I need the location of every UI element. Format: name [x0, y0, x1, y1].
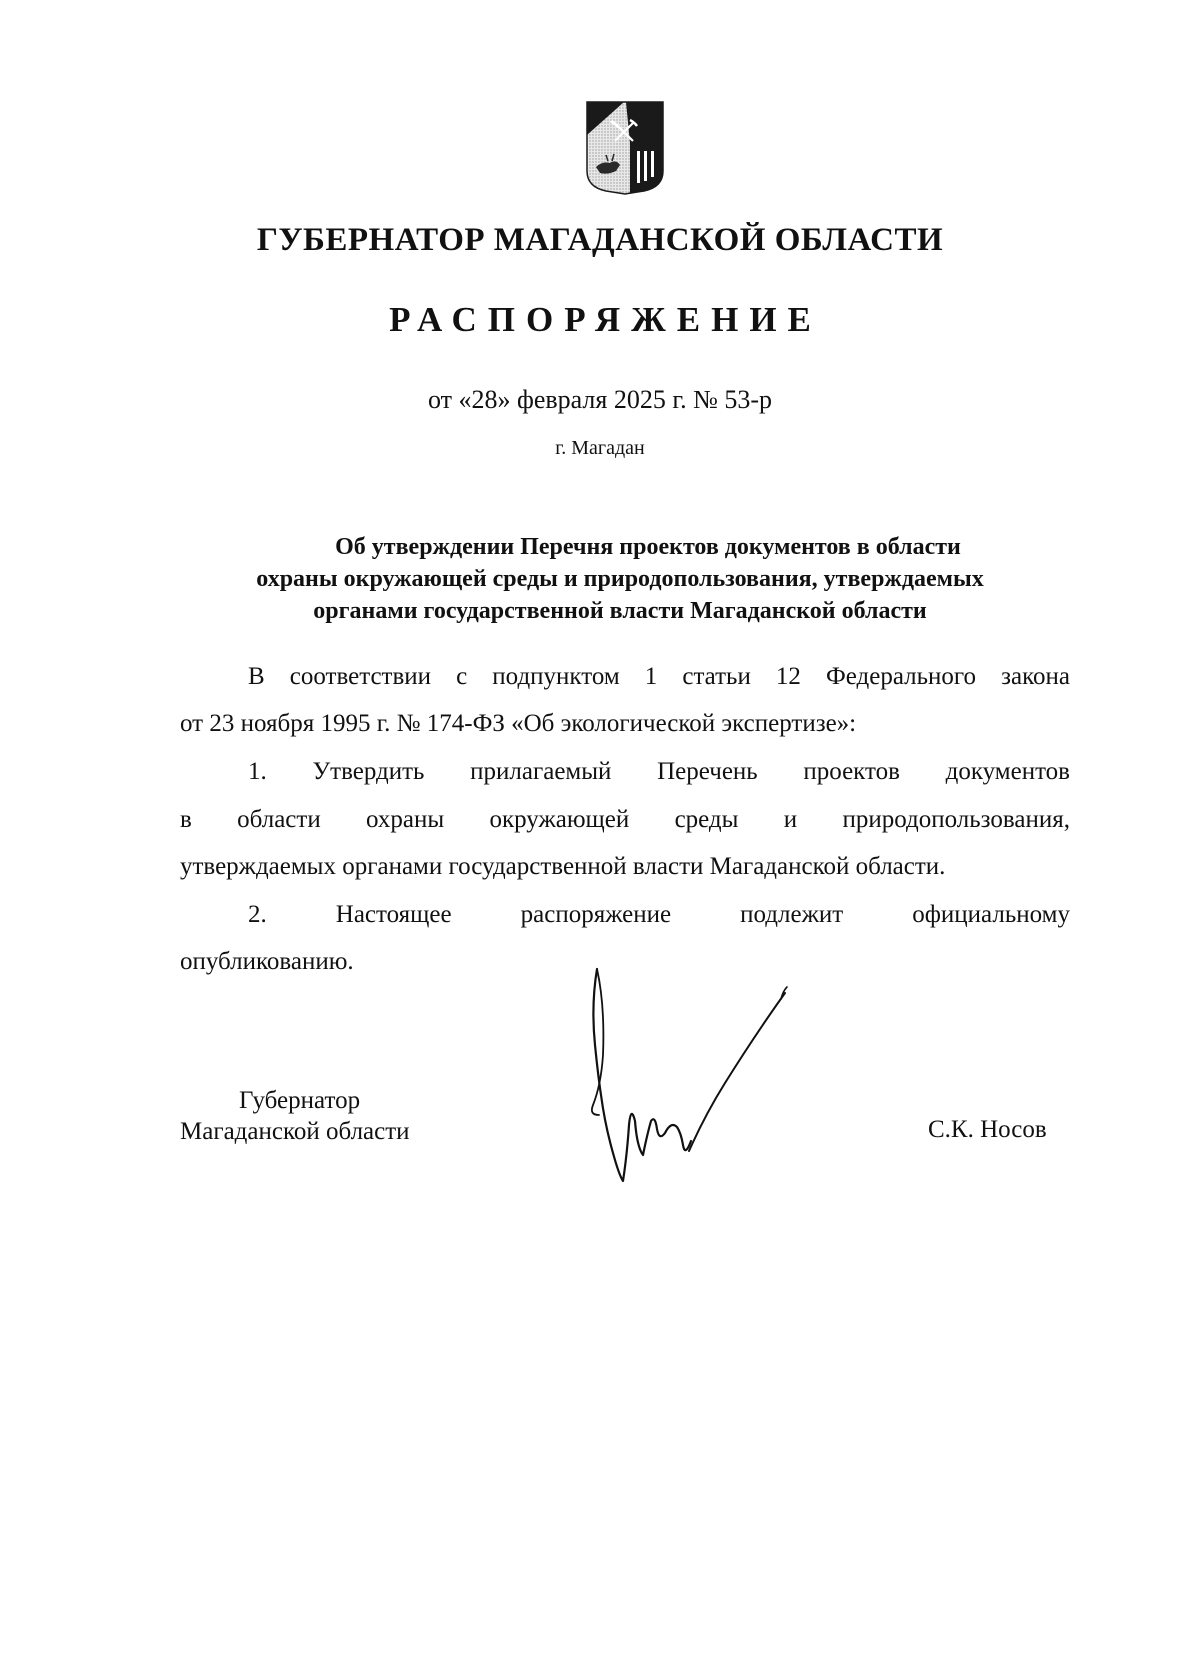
signatory-position-line: Губернатор	[239, 1087, 361, 1114]
signatory-position-line: Магаданской области	[180, 1118, 410, 1145]
word: и	[783, 806, 798, 833]
document-date-number: от «28» февраля 2025 г. № 53-р	[427, 385, 773, 414]
document-type: РАСПОРЯЖЕНИЕ	[389, 300, 822, 339]
word: закона	[1001, 663, 1070, 690]
title-line: органами государственной власти Магаданской области	[313, 598, 927, 624]
preamble-line	[180, 662, 1070, 692]
document-title	[190, 531, 1050, 627]
item-2-line: опубликованию.	[180, 948, 354, 975]
word: документов	[945, 758, 1070, 785]
word: 1.	[248, 758, 267, 785]
word: 12	[775, 663, 801, 690]
word: охраны	[366, 806, 445, 833]
word: В	[248, 663, 265, 690]
item-1-line	[180, 757, 1070, 787]
word: Федерального	[826, 663, 977, 690]
word: статьи	[682, 663, 751, 690]
word: официальному	[912, 901, 1070, 928]
signatory-name: С.К. Носов	[928, 1116, 1047, 1143]
word: подпунктом	[492, 663, 620, 690]
word: Утвердить	[312, 758, 425, 785]
word: 1	[644, 663, 658, 690]
word: природопользования,	[842, 806, 1070, 833]
word: Настоящее	[335, 901, 452, 928]
word: в	[180, 806, 192, 833]
word: окружающей	[489, 806, 630, 833]
word: среды	[674, 806, 739, 833]
issuing-authority: ГУБЕРНАТОР МАГАДАНСКОЙ ОБЛАСТИ	[256, 222, 944, 258]
word: распоряжение	[520, 901, 672, 928]
word: Перечень	[657, 758, 758, 785]
title-line: охраны окружающей среды и природопользования, утверждаемых	[256, 566, 984, 592]
item-1-line	[180, 805, 1070, 835]
handwritten-signature	[585, 965, 825, 1205]
document-city: г. Магадан	[555, 437, 645, 459]
preamble-line: от 23 ноября 1995 г. № 174-ФЗ «Об экологической экспертизе»:	[180, 710, 857, 737]
signatory-position	[180, 1085, 410, 1147]
item-1-line: утверждаемых органами государственной власти Магаданской области.	[180, 853, 946, 880]
word: соответствии	[289, 663, 432, 690]
word: 2.	[248, 901, 267, 928]
coat-of-arms-icon	[586, 101, 664, 195]
word: области	[237, 806, 321, 833]
word: проектов	[803, 758, 900, 785]
title-line: Об утверждении Перечня проектов документов в области	[335, 534, 961, 560]
word: подлежит	[740, 901, 844, 928]
item-2-line	[180, 900, 1070, 930]
word: с	[456, 663, 468, 690]
word: прилагаемый	[470, 758, 612, 785]
